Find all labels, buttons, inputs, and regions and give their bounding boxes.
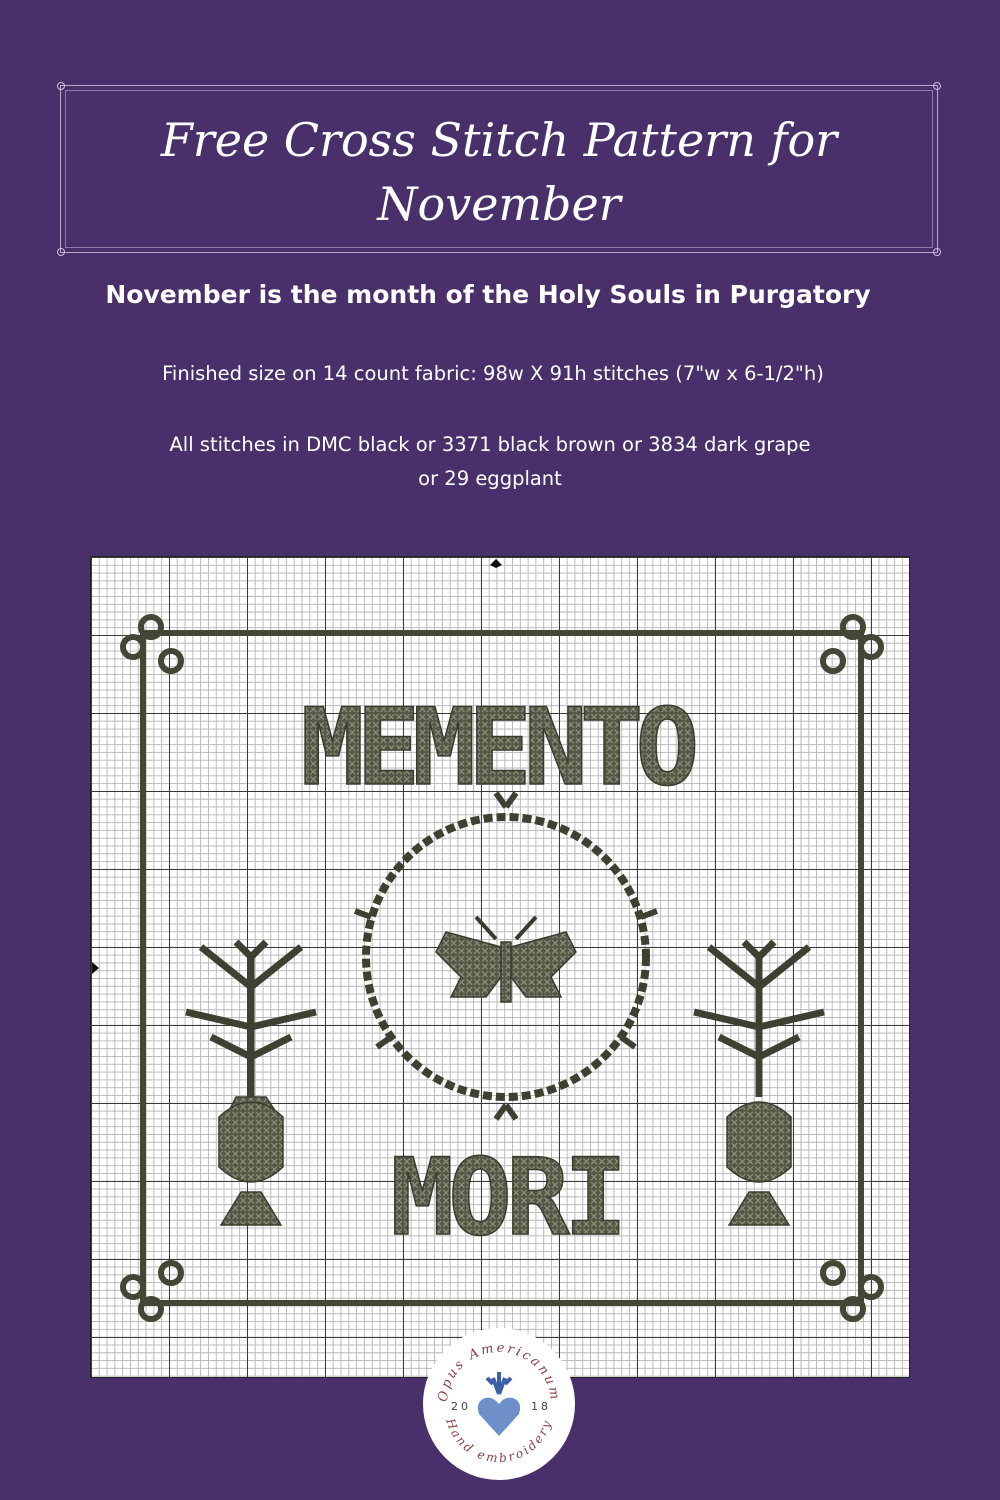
stitched-word-memento: MEMENTO (300, 686, 692, 809)
logo-year-left: 20 (451, 1400, 471, 1413)
title-line-1: Free Cross Stitch Pattern for (160, 113, 838, 167)
logo-arc-bottom: Hand embroidery (443, 1416, 555, 1466)
frame-corner-ornament (933, 82, 941, 90)
sacred-heart-icon (478, 1372, 520, 1436)
frame-corner-ornament (57, 82, 65, 90)
frame-corner-ornament (933, 248, 941, 256)
moth-motif (436, 917, 576, 1002)
frame-corner-ornament (57, 248, 65, 256)
title-frame (60, 85, 938, 253)
thread-info-text (100, 428, 880, 496)
thread-info-line-1: All stitches in DMC black or 3371 black brown or 3834 dark grape (169, 433, 811, 456)
page-title (61, 108, 937, 236)
cross-stitch-chart (90, 556, 910, 1378)
subtitle: November is the month of the Holy Souls in Purgatory (105, 280, 871, 309)
logo-seal (423, 1328, 575, 1480)
stitched-word-mori: MORI (390, 1136, 622, 1259)
left-tree-vase (186, 942, 316, 1225)
right-tree-vase (694, 942, 824, 1225)
finished-size-text: Finished size on 14 count fabric: 98w X 91h stitches (7"w x 6-1/2"h) (162, 362, 824, 385)
opus-americanum-logo (423, 1328, 575, 1480)
title-line-2: November (377, 177, 621, 231)
thread-info-line-2: or 29 eggplant (418, 467, 562, 490)
pattern-drawing (91, 557, 911, 1379)
logo-arc-top: Opus Americanum (435, 1340, 563, 1403)
logo-year-right: 18 (531, 1400, 551, 1413)
